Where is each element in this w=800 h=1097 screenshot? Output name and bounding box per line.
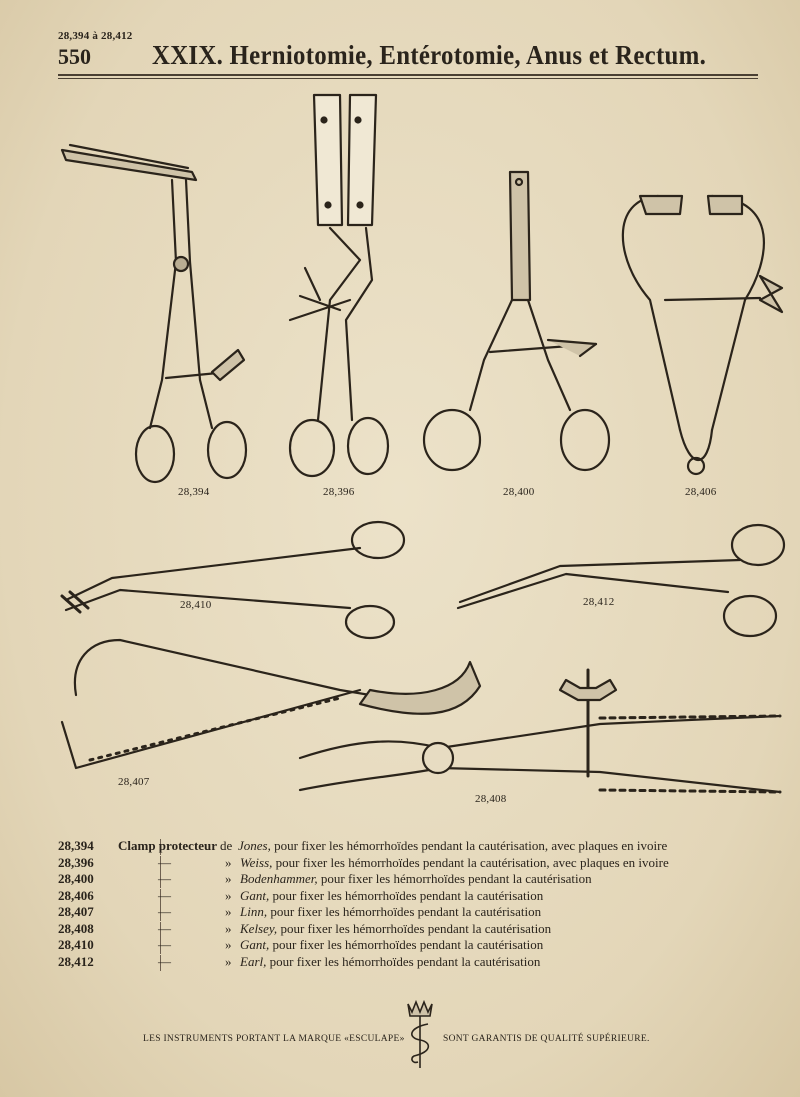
list-item bbox=[58, 888, 758, 905]
list-item bbox=[58, 855, 758, 872]
item-number: 28,410 bbox=[58, 937, 94, 952]
item-connector: » bbox=[225, 920, 232, 936]
item-text: pour fixer les hémorrhoïdes pendant la cautérisation bbox=[266, 953, 541, 969]
footer-guarantee-right: SONT GARANTIS DE QUALITÉ SUPÉRIEURE. bbox=[443, 1034, 650, 1044]
esculape-caduceus-logo bbox=[400, 998, 440, 1070]
item-text: pour fixer les hémorrhoïdes pendant la cautérisation bbox=[269, 937, 544, 952]
maker-name: Linn, bbox=[240, 904, 268, 919]
item-category: — bbox=[158, 854, 171, 870]
maker-name: Gant, bbox=[240, 887, 270, 903]
figure-label-28408: 28,408 bbox=[475, 793, 507, 805]
item-description bbox=[238, 838, 667, 854]
list-item bbox=[58, 838, 758, 855]
header-rule bbox=[58, 74, 758, 76]
list-item bbox=[58, 871, 758, 888]
header-rule-thin bbox=[58, 78, 758, 79]
list-item bbox=[58, 921, 758, 938]
item-category: — bbox=[158, 937, 171, 952]
figure-label-28400: 28,400 bbox=[503, 486, 535, 498]
instrument-28412-illustration bbox=[458, 525, 784, 636]
item-category: — bbox=[158, 953, 171, 969]
item-description bbox=[240, 855, 669, 871]
maker-name: Jones, bbox=[238, 838, 271, 853]
item-category: — bbox=[158, 920, 171, 936]
maker-name: Weiss, bbox=[240, 854, 273, 870]
item-text: pour fixer les hémorrhoïdes pendant la cautérisation, avec plaques en ivoire bbox=[272, 854, 669, 870]
item-text: pour fixer les hémorrhoïdes pendant la cautérisation, avec plaques en ivoire bbox=[270, 838, 668, 853]
instrument-28400-illustration bbox=[424, 172, 609, 470]
item-category: — bbox=[158, 904, 171, 919]
item-text: pour fixer les hémorrhoïdes pendant la cautérisation bbox=[277, 920, 552, 936]
instrument-28408-illustration bbox=[300, 670, 780, 792]
figure-label-28407: 28,407 bbox=[118, 776, 150, 788]
maker-name: Earl, bbox=[240, 953, 267, 969]
item-category: — bbox=[158, 887, 171, 903]
item-number: 28,406 bbox=[58, 887, 94, 903]
item-number: 28,394 bbox=[58, 838, 94, 853]
item-description bbox=[240, 888, 543, 904]
item-description bbox=[240, 921, 551, 937]
footer-guarantee-left: LES INSTRUMENTS PORTANT LA MARQUE «ESCULAPE» bbox=[143, 1034, 405, 1044]
figure-label-28394: 28,394 bbox=[178, 486, 210, 498]
item-description bbox=[240, 904, 541, 920]
item-connector: de bbox=[220, 838, 233, 853]
item-connector: » bbox=[225, 871, 232, 886]
page-range: 28,394 à 28,412 bbox=[58, 30, 133, 42]
item-description bbox=[240, 937, 543, 953]
item-description bbox=[240, 871, 592, 887]
maker-name: Kelsey, bbox=[240, 920, 278, 936]
item-number: 28,400 bbox=[58, 871, 94, 886]
figure-label-28410: 28,410 bbox=[180, 599, 212, 611]
item-connector: » bbox=[225, 953, 232, 969]
maker-name: Gant, bbox=[240, 937, 270, 952]
list-item bbox=[58, 904, 758, 921]
item-text: pour fixer les hémorrhoïdes pendant la cautérisation bbox=[317, 871, 592, 886]
instrument-28406-illustration bbox=[623, 196, 782, 474]
item-connector: » bbox=[225, 904, 232, 919]
figure-label-28412: 28,412 bbox=[583, 596, 615, 608]
instrument-illustrations bbox=[0, 80, 800, 820]
item-category: Clamp protecteur bbox=[118, 838, 218, 853]
figure-label-28396: 28,396 bbox=[323, 486, 355, 498]
item-description bbox=[240, 954, 540, 970]
instrument-28396-illustration bbox=[290, 95, 388, 476]
item-list bbox=[58, 838, 758, 970]
maker-name: Bodenhammer, bbox=[240, 871, 318, 886]
item-text: pour fixer les hémorrhoïdes pendant la cautérisation bbox=[267, 904, 542, 919]
instrument-28394-illustration bbox=[62, 145, 246, 482]
figure-label-28406: 28,406 bbox=[685, 486, 717, 498]
list-item bbox=[58, 937, 758, 954]
item-connector: » bbox=[225, 854, 232, 870]
item-text: pour fixer les hémorrhoïdes pendant la cautérisation bbox=[269, 887, 544, 903]
page-title: XXIX. Herniotomie, Entérotomie, Anus et Rectum. bbox=[152, 40, 707, 70]
item-number: 28,408 bbox=[58, 920, 94, 936]
item-category: — bbox=[158, 871, 171, 886]
instrument-28410-illustration bbox=[62, 522, 404, 638]
item-connector: » bbox=[225, 937, 232, 952]
item-number: 28,396 bbox=[58, 854, 94, 870]
item-connector: » bbox=[225, 887, 232, 903]
instrument-28407-illustration bbox=[62, 640, 480, 768]
item-number: 28,412 bbox=[58, 953, 94, 969]
page-number: 550 bbox=[58, 44, 91, 69]
list-item bbox=[58, 954, 758, 971]
item-number: 28,407 bbox=[58, 904, 94, 919]
